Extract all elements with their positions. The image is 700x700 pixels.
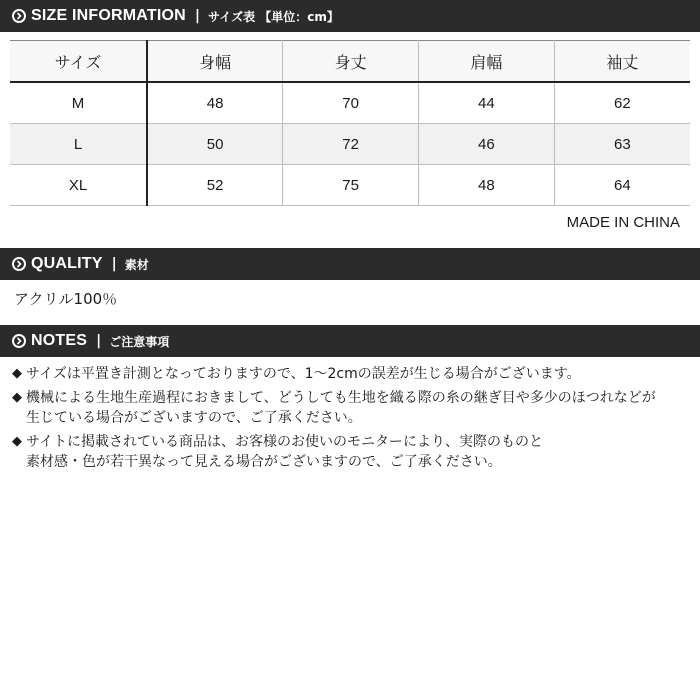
size-table (10, 40, 690, 206)
size-label: XL (10, 165, 147, 206)
size-label: M (10, 82, 147, 124)
table-cell: 52 (147, 165, 283, 206)
diamond-bullet-icon: ◆ (12, 390, 22, 405)
table-row (10, 82, 690, 124)
diamond-bullet-icon: ◆ (12, 366, 22, 381)
header-separator: | (194, 8, 201, 24)
table-cell: 72 (283, 124, 419, 165)
table-cell: 63 (554, 124, 690, 165)
note-line: サイトに掲載されている商品は、お客様のお使いのモニターにより、実際のものと (26, 434, 544, 450)
list-item (12, 388, 692, 428)
made-in-label: MADE IN CHINA (566, 214, 680, 231)
header-body-width: 身幅 (147, 41, 283, 83)
table-row (10, 165, 690, 206)
header-separator: | (111, 256, 117, 272)
note-line: 素材感・色が若干異なって見える場合がございますので、ご了承ください。 (26, 454, 502, 470)
header-body-length: 身丈 (283, 41, 419, 83)
table-cell: 70 (283, 82, 419, 124)
list-item (12, 364, 692, 384)
circle-chevron-right-icon (12, 257, 26, 271)
notes-list (12, 364, 692, 476)
list-item (12, 432, 692, 472)
quality-header (0, 248, 700, 280)
size-label: L (10, 124, 147, 165)
notes-header (0, 325, 700, 357)
table-cell: 46 (419, 124, 555, 165)
size-table-header-row (10, 41, 690, 83)
circle-chevron-right-icon (12, 334, 26, 348)
note-line: 生じている場合がございますので、ご了承ください。 (26, 410, 362, 426)
material-text: アクリル100％ (14, 290, 118, 308)
table-cell: 50 (147, 124, 283, 165)
table-cell: 48 (419, 165, 555, 206)
quality-subtitle: 素材 (124, 257, 149, 272)
header-separator: | (96, 333, 102, 349)
quality-title: QUALITY (31, 255, 103, 272)
header-sleeve-length: 袖丈 (554, 41, 690, 83)
table-cell: 75 (283, 165, 419, 206)
note-line: サイズは平置き計測となっておりますので、1～2cmの誤差が生じる場合がございます。 (26, 366, 581, 382)
note-line: 機械による生地生産過程におきまして、どうしても生地を織る際の糸の継ぎ目や多少のほつれなどが (26, 390, 656, 406)
table-cell: 64 (614, 176, 631, 194)
size-information-title: SIZE INFORMATION (31, 7, 186, 24)
size-information-header (0, 0, 700, 32)
header-shoulder-width: 肩幅 (419, 41, 555, 83)
table-cell: 44 (419, 82, 555, 124)
size-table-subtitle: サイズ表 【単位：cm】 (208, 9, 339, 24)
notes-subtitle: ご注意事項 (109, 334, 170, 349)
header-size: サイズ (10, 41, 147, 83)
diamond-bullet-icon: ◆ (12, 434, 22, 449)
table-cell: 62 (614, 94, 631, 112)
notes-title: NOTES (31, 332, 88, 349)
table-cell: 48 (147, 82, 283, 124)
circle-chevron-right-icon (12, 9, 26, 23)
table-row (10, 124, 690, 165)
